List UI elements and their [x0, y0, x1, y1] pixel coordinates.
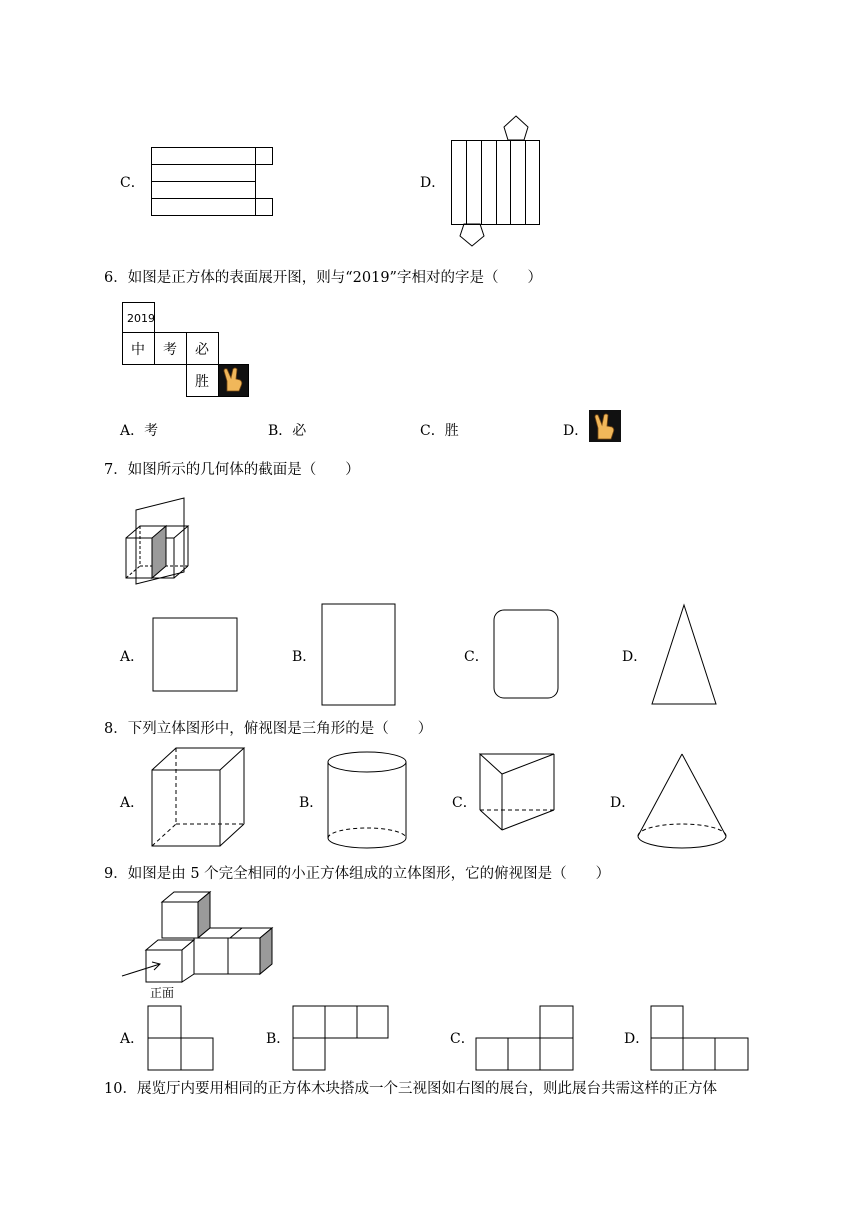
q6-net-cell-2019: 2019 — [127, 312, 155, 325]
q6-option-c: C．胜 — [420, 423, 459, 439]
q5-option-d-label: D． — [420, 175, 446, 191]
q7-option-d-label: D． — [622, 649, 648, 665]
q8-option-d-label: D． — [610, 795, 636, 811]
q9-option-b-view — [292, 1005, 390, 1071]
q8-option-d-cone — [636, 752, 728, 852]
q8-option-a-label: A． — [120, 795, 145, 811]
q9-option-a-view — [147, 1005, 215, 1071]
q7-option-d-triangle — [650, 604, 718, 706]
q6-net-cell-zhong: 中 — [131, 342, 145, 358]
victory-hand-icon — [219, 365, 248, 396]
q9-option-c-view — [475, 1005, 575, 1071]
victory-hand-icon — [589, 410, 621, 442]
q8-option-c-label: C． — [452, 795, 477, 811]
q6-net-cell-bi: 必 — [195, 342, 209, 358]
q10-question-text: 10．展览厅内要用相同的正方体木块搭成一个三视图如右图的展台，则此展台共需这样的正方体 — [104, 1081, 717, 1097]
q6-option-a: A．考 — [120, 423, 159, 439]
q9-cube-stack — [120, 890, 280, 986]
q9-option-d-label: D． — [624, 1031, 650, 1047]
q9-question-text: 9．如图是由 5 个完全相同的小正方体组成的立体图形，它的俯视图是（ ） — [104, 866, 611, 882]
q6-question-text: 6．如图是正方体的表面展开图，则与“2019”字相对的字是（ ） — [104, 270, 542, 286]
q9-front-label: 正面 — [150, 986, 175, 1000]
q6-net-cell-sheng: 胜 — [195, 374, 209, 390]
q5-option-c-figure — [150, 146, 276, 218]
q8-question-text: 8．下列立体图形中，俯视图是三角形的是（ ） — [104, 721, 433, 737]
q6-option-d: D． — [563, 423, 589, 439]
q7-solid-with-section — [120, 496, 202, 588]
q7-question-text: 7．如图所示的几何体的截面是（ ） — [104, 462, 360, 478]
q9-option-a-label: A． — [120, 1031, 145, 1047]
q8-option-b-cylinder — [326, 750, 410, 852]
q5-option-c-label: C． — [120, 175, 145, 191]
q6-cube-net — [120, 300, 252, 398]
q7-option-c-rounded-rect — [493, 609, 561, 701]
q9-option-b-label: B． — [266, 1031, 291, 1047]
q7-option-a-label: A． — [120, 649, 145, 665]
q8-option-c-triangular-prism — [478, 752, 558, 832]
q8-option-b-label: B． — [299, 795, 324, 811]
q9-option-c-label: C． — [450, 1031, 475, 1047]
q7-option-c-label: C． — [464, 649, 489, 665]
q6-option-b: B．必 — [268, 423, 307, 439]
q7-option-b-label: B． — [292, 649, 317, 665]
q8-option-a-cube — [150, 746, 246, 850]
q7-option-b-rectangle — [321, 603, 397, 707]
q5-option-d-figure — [448, 114, 542, 250]
q9-option-d-view — [650, 1005, 750, 1071]
q7-option-a-square — [152, 617, 240, 693]
q6-net-cell-kao: 考 — [163, 342, 177, 358]
